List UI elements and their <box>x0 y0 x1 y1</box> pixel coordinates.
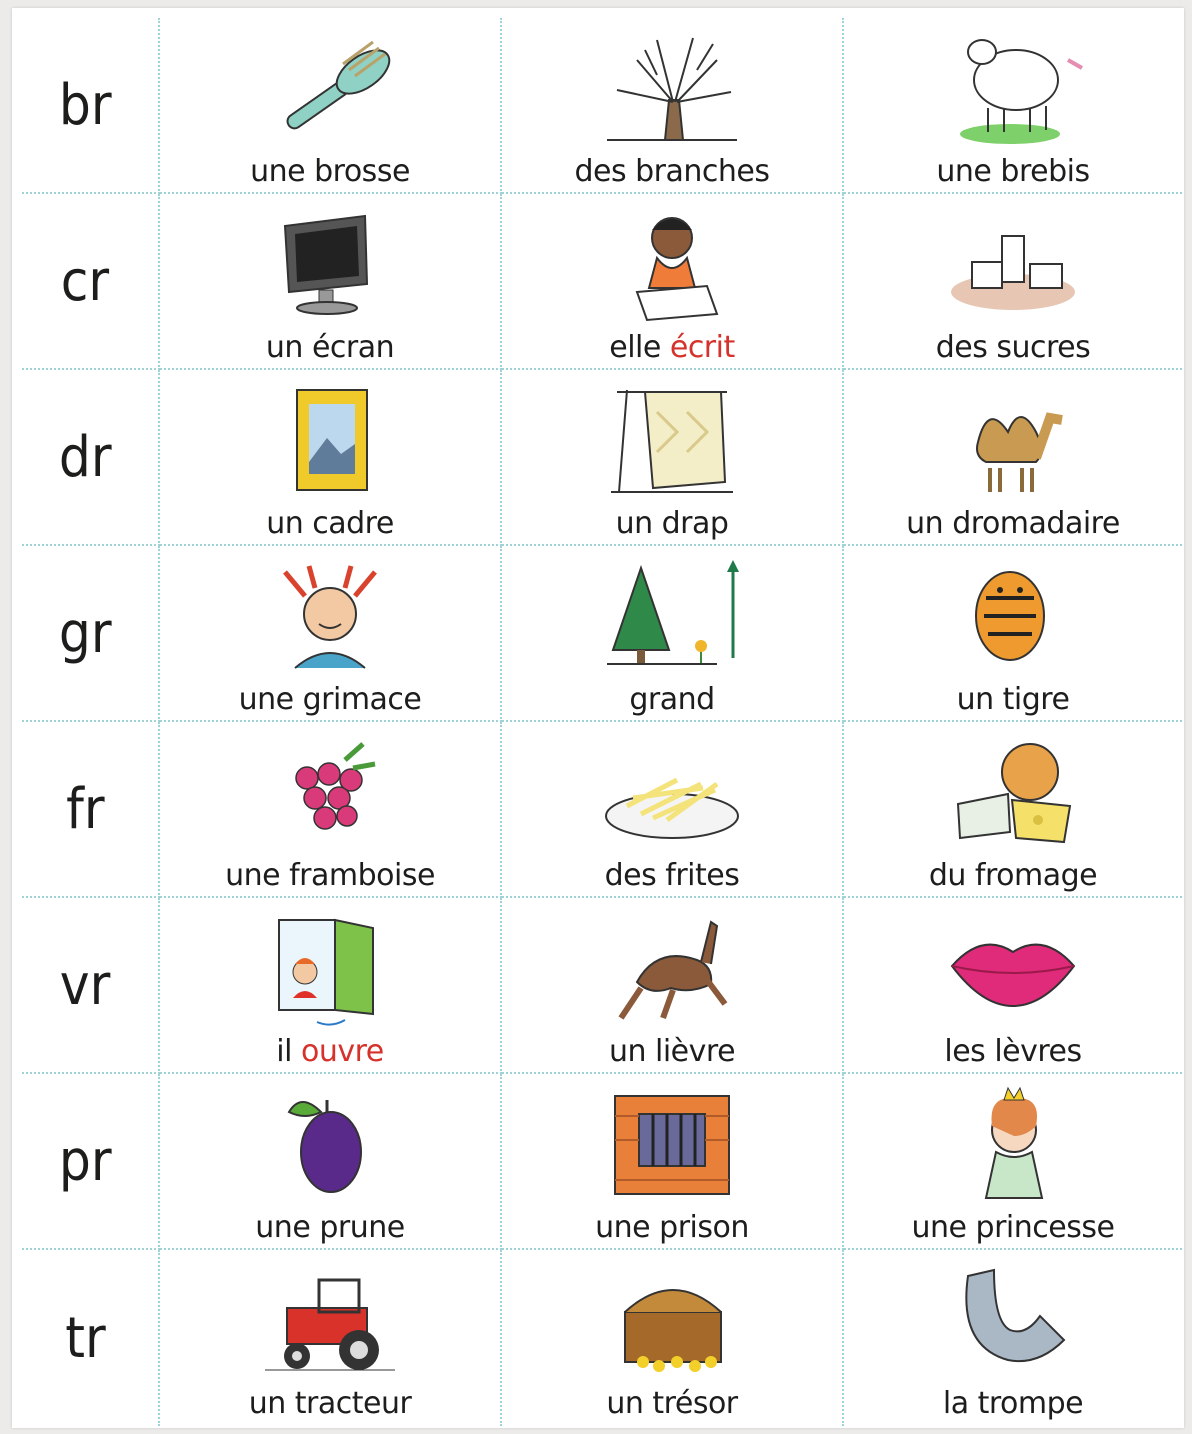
vocab-caption: un cadre <box>266 506 394 541</box>
vocab-caption: un drap <box>615 506 729 541</box>
cluster-label <box>22 194 160 370</box>
vocab-caption: un dromadaire <box>906 506 1120 541</box>
vocab-caption: une brosse <box>250 154 410 189</box>
vocab-item <box>502 722 844 898</box>
cluster-label <box>22 1074 160 1250</box>
vocab-item <box>502 370 844 546</box>
vocab-item <box>502 1250 844 1426</box>
vocab-item <box>844 546 1182 722</box>
vocab-caption: une framboise <box>225 858 435 893</box>
cluster-label-text: fr <box>65 776 105 842</box>
vocab-item <box>502 194 844 370</box>
vocab-item <box>844 1074 1182 1250</box>
cluster-label <box>22 546 160 722</box>
vocab-item <box>844 18 1182 194</box>
cluster-label-text: cr <box>60 248 110 314</box>
vocab-caption: un écran <box>265 330 395 365</box>
vocab-caption: une grimace <box>238 682 422 717</box>
sugar-cubes-icon <box>938 206 1088 324</box>
vocab-item <box>844 370 1182 546</box>
vocab-caption <box>276 1034 383 1070</box>
vocab-caption: la trompe <box>942 1386 1084 1421</box>
worksheet-page <box>12 8 1184 1428</box>
cluster-label <box>22 370 160 546</box>
fries-plate-icon <box>597 734 747 852</box>
bed-sheet-icon <box>597 382 747 500</box>
vocab-caption: des branches <box>574 154 770 189</box>
cluster-label-text: tr <box>64 1305 106 1371</box>
camel-icon <box>938 382 1088 500</box>
vocab-caption: une brebis <box>936 154 1090 189</box>
cluster-label <box>22 1250 160 1426</box>
vocab-caption: du fromage <box>928 858 1098 893</box>
monitor-icon <box>255 206 405 324</box>
vocab-caption: les lèvres <box>944 1034 1082 1069</box>
vocab-caption <box>609 330 735 366</box>
vocab-item <box>160 194 502 370</box>
treasure-chest-icon <box>597 1262 747 1380</box>
vocab-item <box>160 1250 502 1426</box>
girl-writing-icon <box>597 206 747 324</box>
vocab-item <box>502 546 844 722</box>
vocab-item <box>502 18 844 194</box>
vocab-caption: grand <box>629 682 715 717</box>
cluster-label-text: gr <box>58 600 112 666</box>
plum-icon <box>255 1086 405 1204</box>
brush-icon <box>255 30 405 148</box>
vocab-caption: un trésor <box>606 1386 738 1421</box>
vocab-item <box>160 370 502 546</box>
vocab-caption: une prune <box>255 1210 405 1245</box>
cluster-label-text: dr <box>58 424 112 490</box>
tree-branches-icon <box>597 30 747 148</box>
lips-icon <box>938 910 1088 1028</box>
vocab-item <box>502 898 844 1074</box>
prison-window-icon <box>597 1086 747 1204</box>
cluster-label-text: br <box>58 72 112 138</box>
vocab-item <box>844 722 1182 898</box>
tractor-icon <box>255 1262 405 1380</box>
vocab-item <box>160 1074 502 1250</box>
caption-highlight: ouvre <box>300 1034 384 1069</box>
vocab-item <box>160 18 502 194</box>
grimacing-boy-icon <box>255 558 405 676</box>
vocab-item <box>502 1074 844 1250</box>
picture-frame-icon <box>255 382 405 500</box>
caption-prefix: il <box>276 1034 301 1069</box>
vocab-caption: des sucres <box>935 330 1091 365</box>
vocab-item <box>844 194 1182 370</box>
cluster-label-text: pr <box>58 1128 112 1194</box>
cluster-label <box>22 898 160 1074</box>
tall-tree-icon <box>597 558 747 676</box>
vocab-item <box>844 1250 1182 1426</box>
hare-icon <box>597 910 747 1028</box>
cheese-icon <box>938 734 1088 852</box>
cluster-label <box>22 18 160 194</box>
vocab-caption: un lièvre <box>608 1034 736 1069</box>
consonant-cluster-grid <box>22 18 1182 1426</box>
vocab-caption: des frites <box>604 858 740 893</box>
vocab-caption: une princesse <box>911 1210 1115 1245</box>
caption-highlight: écrit <box>669 330 735 365</box>
tiger-icon <box>938 558 1088 676</box>
vocab-item <box>844 898 1182 1074</box>
vocab-item <box>160 898 502 1074</box>
vocab-caption: une prison <box>595 1210 749 1245</box>
vocab-item <box>160 546 502 722</box>
caption-prefix: elle <box>609 330 670 365</box>
cluster-label-text: vr <box>59 952 111 1018</box>
vocab-item <box>160 722 502 898</box>
elephant-trunk-icon <box>938 1262 1088 1380</box>
cluster-label <box>22 722 160 898</box>
vocab-caption: un tigre <box>956 682 1070 717</box>
princess-icon <box>938 1086 1088 1204</box>
sheep-icon <box>938 30 1088 148</box>
opening-window-icon <box>255 910 405 1028</box>
vocab-caption: un tracteur <box>248 1386 412 1421</box>
raspberry-icon <box>255 734 405 852</box>
